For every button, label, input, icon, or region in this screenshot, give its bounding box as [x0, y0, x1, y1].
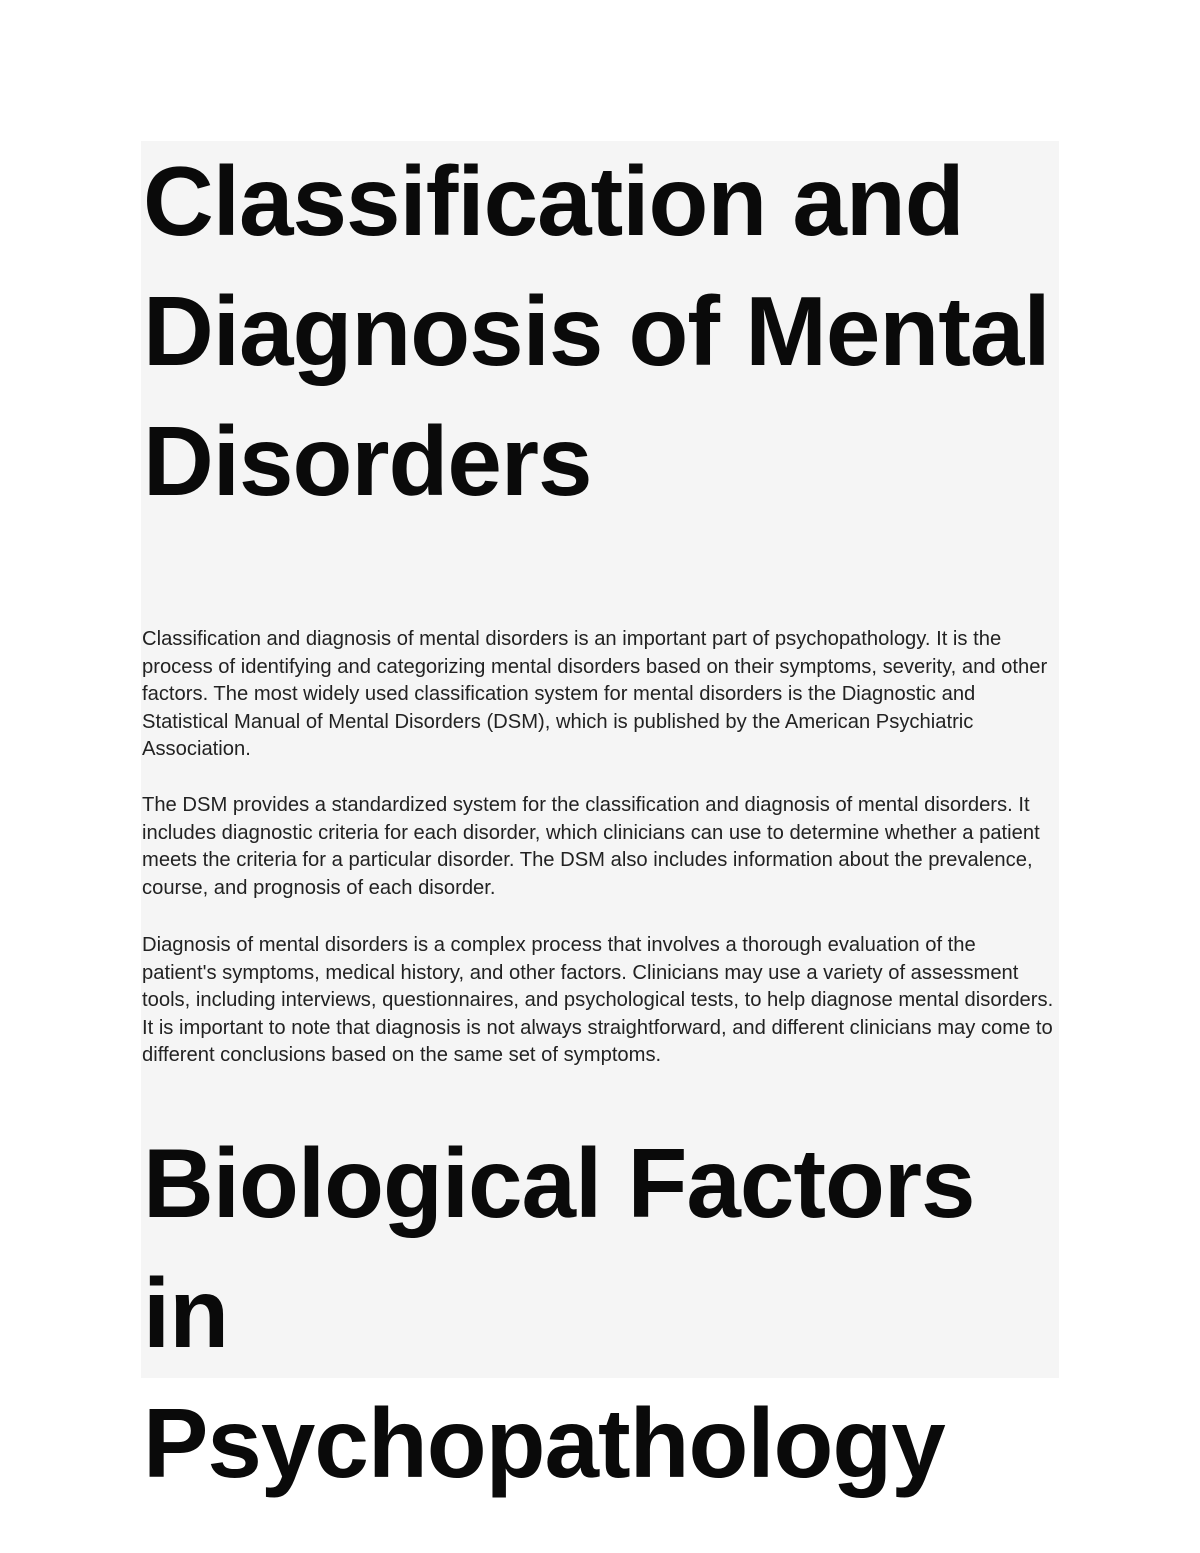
- paragraph-diagnosis-process: Diagnosis of mental disorders is a complex process that involves a thorough evaluation of the patient's symptoms, medical history, and other factors. Clinicians may use a variety of assessment tools, including interviews, questionnaires, and psychological tests, to help diagnose mental disorders. It is important to note that diagnosis is not always straightforward, and different clinicians may come to different conclusions based on the same set of symptoms.: [142, 934, 1054, 1067]
- section-heading-classification: Classification and Diagnosis of Mental Disorders: [143, 146, 1050, 516]
- paragraph-classification-intro: Classification and diagnosis of mental disorders is an important part of psychopathology. It is the process of identifying and categorizing mental disorders based on their symptoms, severity, and other factors. The most widely used classification system for mental disorders is the Diagnostic and Statistical Manual of Mental Disorders (DSM), which is published by the American Psychiatric Association.: [142, 628, 1048, 761]
- content-block: [141, 141, 1059, 1498]
- paragraph-dsm: The DSM provides a standardized system for the classification and diagnosis of mental disorders. It includes diagnostic criteria for each disorder, which clinicians can use to determine whether a patient meets the criteria for a particular disorder. The DSM also includes information about the prevalence, course, and prognosis of each disorder.: [142, 794, 1040, 899]
- section-heading-biological-factors: Biological Factors in Psychopathology: [143, 1128, 975, 1498]
